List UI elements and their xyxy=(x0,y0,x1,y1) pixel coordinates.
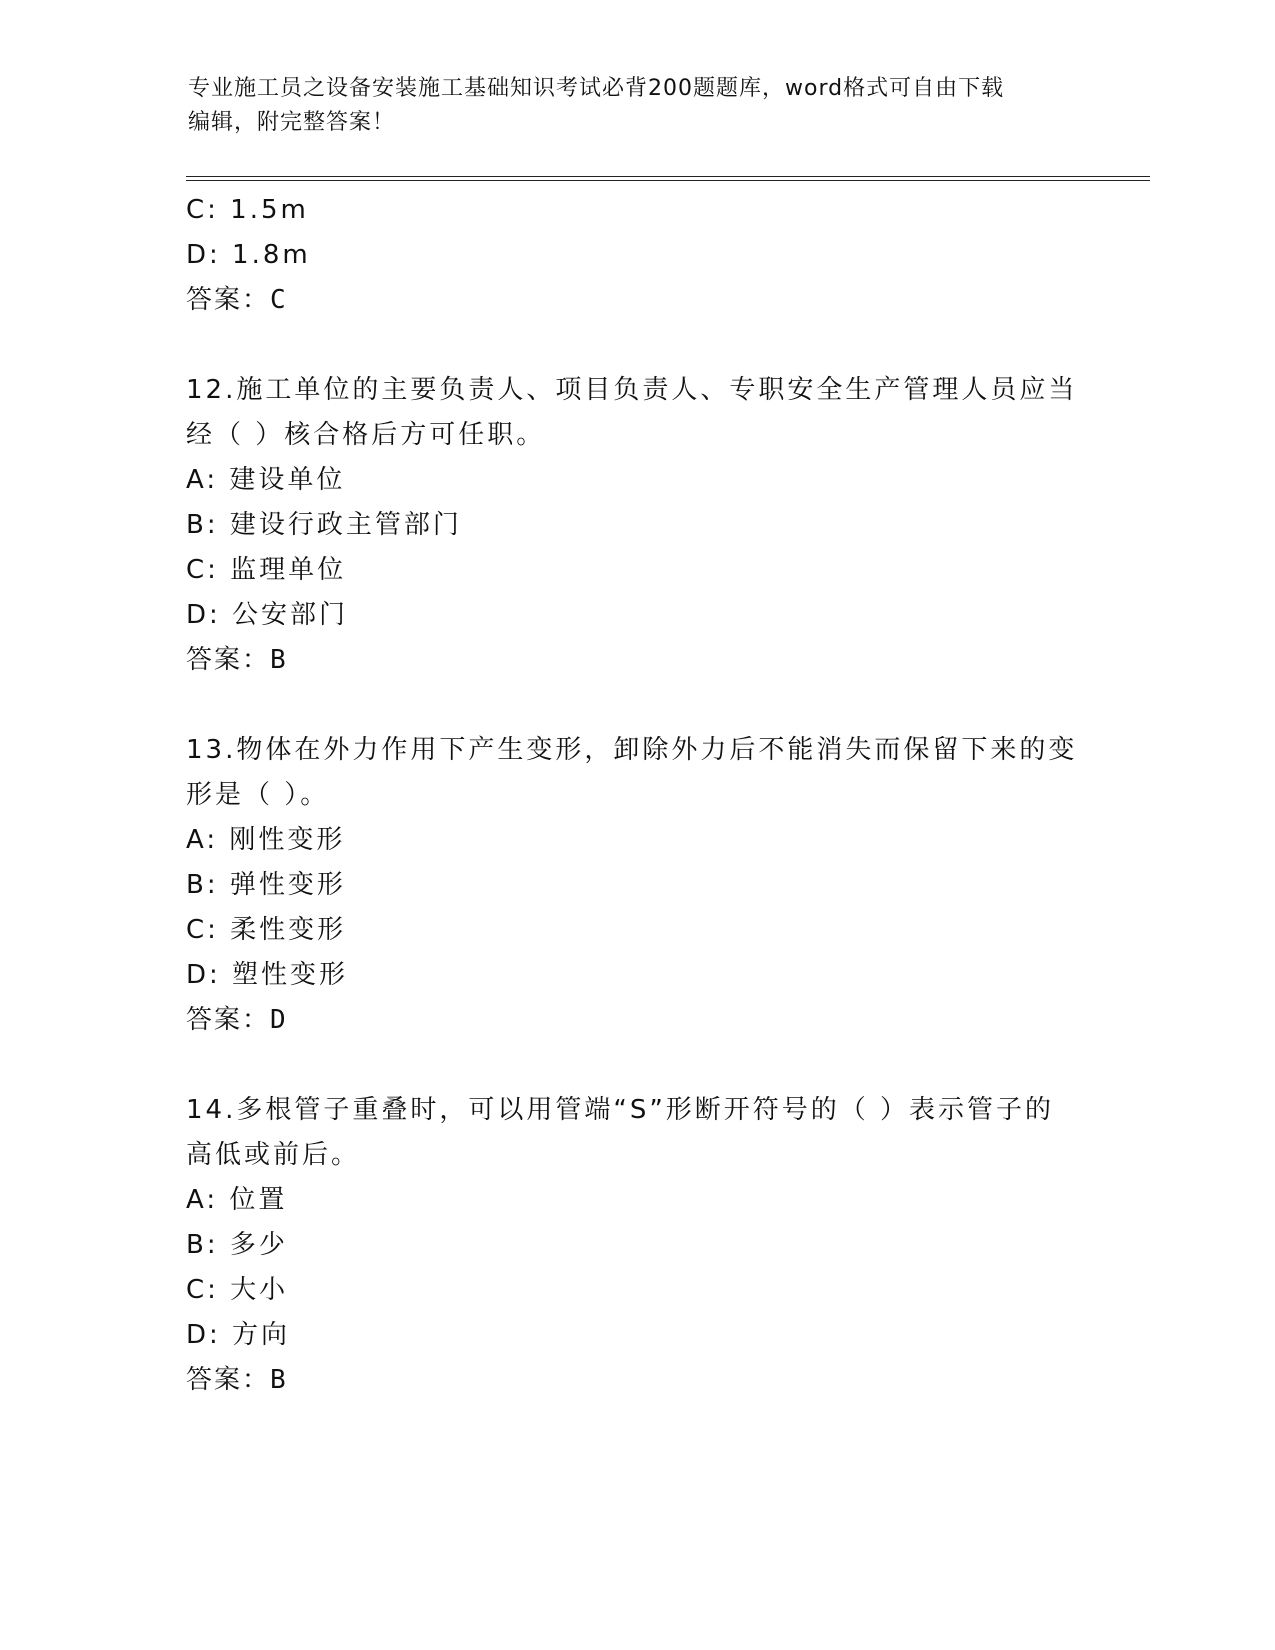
question-list xyxy=(186,188,1086,1403)
question-text-line-2: 经（ ）核合格后方可任职。 xyxy=(186,420,546,450)
spacer xyxy=(186,323,1086,368)
document-header xyxy=(188,72,1088,140)
option-d: D: 1.8m xyxy=(186,240,311,270)
option-d: D: 公安部门 xyxy=(186,600,349,630)
answer-label: 答案：D xyxy=(186,1005,288,1035)
question-14 xyxy=(186,1088,1086,1403)
header-title-line-2: 编辑，附完整答案！ xyxy=(188,110,396,135)
option-d: D: 塑性变形 xyxy=(186,960,349,990)
option-a: A: 位置 xyxy=(186,1185,288,1215)
option-c: C: 1.5m xyxy=(186,195,309,225)
answer-label: 答案：B xyxy=(186,645,288,675)
question-text-line-1: 12.施工单位的主要负责人、项目负责人、专职安全生产管理人员应当 xyxy=(186,375,1078,405)
option-a: A: 建设单位 xyxy=(186,465,346,495)
option-b: B: 弹性变形 xyxy=(186,870,346,900)
answer-label: 答案：C xyxy=(186,285,288,315)
question-text-line-1: 14.多根管子重叠时，可以用管端“S”形断开符号的（ ）表示管子的 xyxy=(186,1095,1055,1125)
question-text-line-2: 高低或前后。 xyxy=(186,1140,361,1170)
spacer xyxy=(186,1043,1086,1088)
spacer xyxy=(186,683,1086,728)
header-title-line-1: 专业施工员之设备安装施工基础知识考试必背200题题库，word格式可自由下载 xyxy=(188,76,1005,101)
question-text-line-2: 形是（ ）。 xyxy=(186,780,330,810)
question-13 xyxy=(186,728,1086,1043)
option-c: C: 柔性变形 xyxy=(186,915,347,945)
option-c: C: 监理单位 xyxy=(186,555,347,585)
question-text-line-1: 13.物体在外力作用下产生变形，卸除外力后不能消失而保留下来的变 xyxy=(186,735,1078,765)
question-11-tail xyxy=(186,188,1086,323)
option-b: B: 多少 xyxy=(186,1230,288,1260)
question-12 xyxy=(186,368,1086,683)
option-d: D: 方向 xyxy=(186,1320,291,1350)
header-divider xyxy=(186,176,1150,181)
option-a: A: 刚性变形 xyxy=(186,825,346,855)
option-c: C: 大小 xyxy=(186,1275,289,1305)
option-b: B: 建设行政主管部门 xyxy=(186,510,462,540)
answer-label: 答案：B xyxy=(186,1365,288,1395)
